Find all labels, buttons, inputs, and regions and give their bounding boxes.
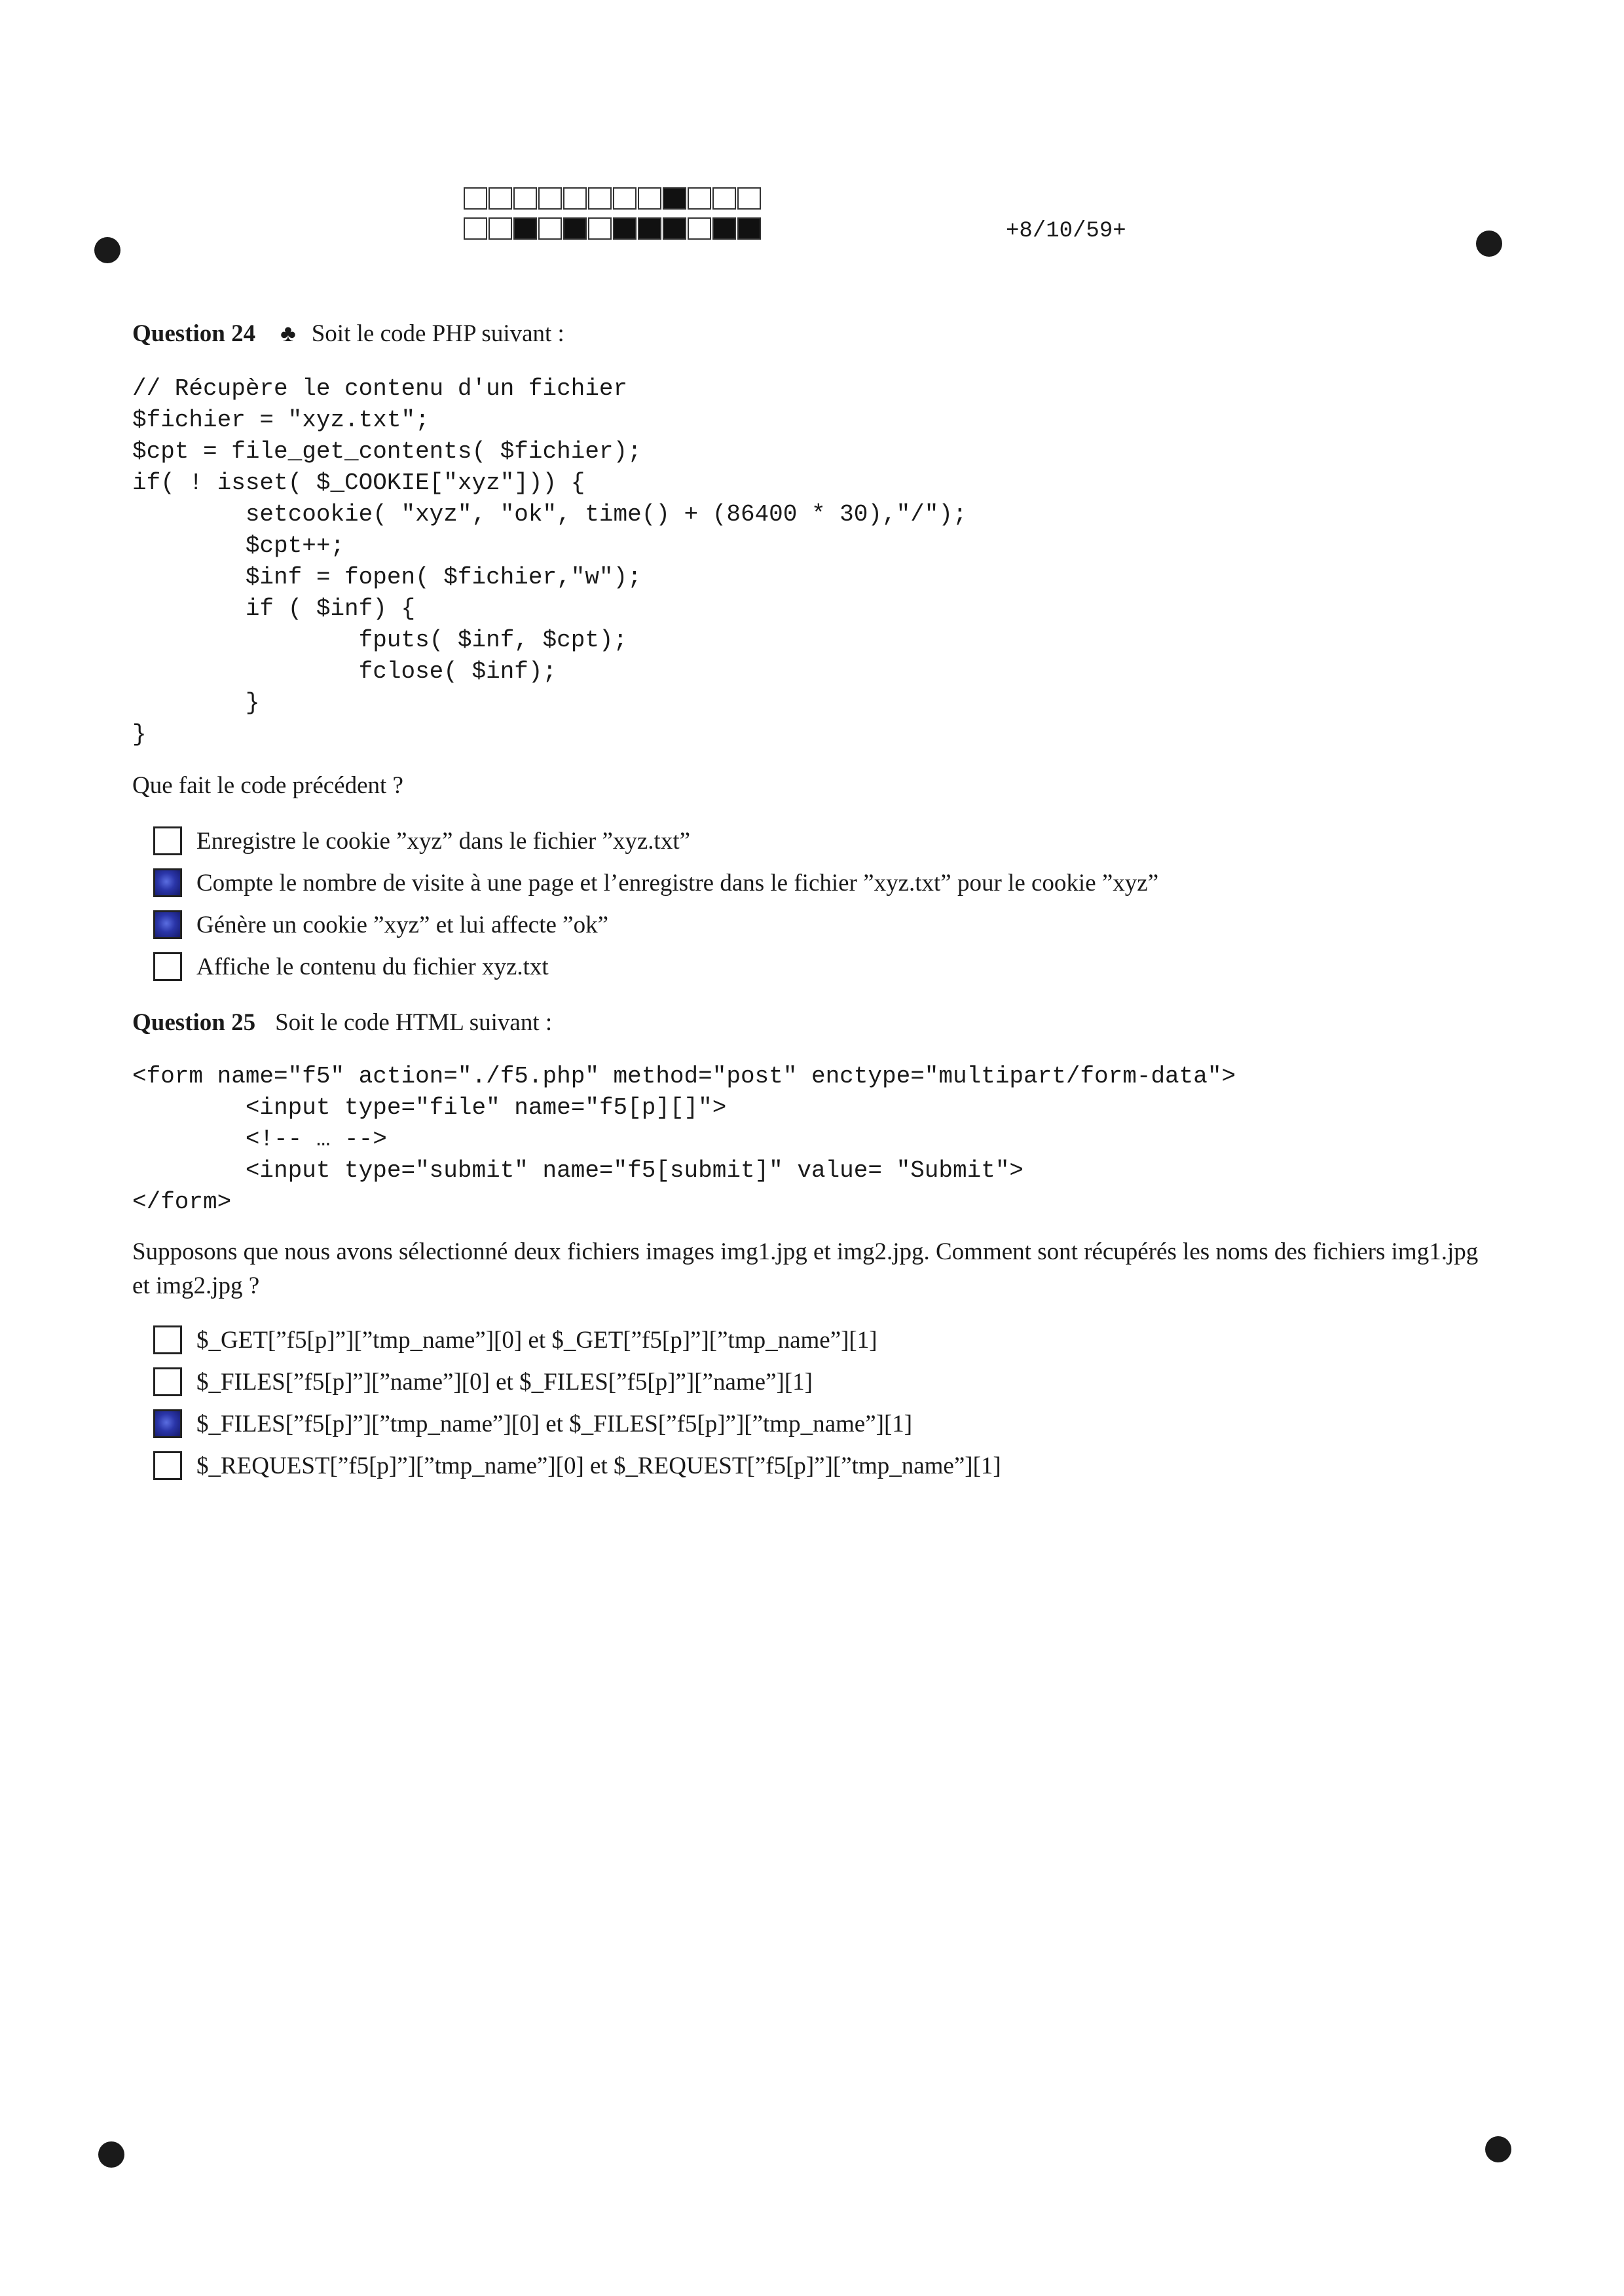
corner-marker-bottom-left (98, 2141, 124, 2168)
answer-option[interactable] (153, 904, 1158, 946)
checkbox[interactable] (153, 1367, 182, 1396)
page-code: +8/10/59+ (1006, 219, 1126, 244)
corner-marker-top-left (94, 237, 120, 263)
id-grid-cell (513, 217, 537, 240)
question-24-answers (153, 820, 1158, 988)
id-grid-cell (489, 187, 512, 210)
id-grid-cell (712, 217, 736, 240)
answer-option[interactable] (153, 1445, 1001, 1487)
id-grid-cell (613, 187, 637, 210)
answer-text: Affiche le contenu du fichier xyz.txt (196, 953, 549, 980)
html-code-block: <form name="f5" action="./f5.php" method="post" enctype="multipart/form-data"> <input type="file" name="f5[p][]"> <!-- … --> <input type="submit" name="f5[submit]" value= "Submit"> </form> (132, 1063, 1236, 1215)
answer-text: $_FILES[”f5[p]”][”tmp_name”][0] et $_FILES[”f5[p]”][”tmp_name”][1] (196, 1410, 913, 1437)
question-24-header (132, 320, 564, 348)
id-grid-cell (538, 187, 562, 210)
id-grid-cell (737, 187, 761, 210)
php-code-block: // Récupère le contenu d'un fichier $fichier = "xyz.txt"; $cpt = file_get_contents( $fichier); if( ! isset( $_COOKIE["xyz"])) { setcookie( "xyz", "ok", time() + (86400 * 30),"/"); $cpt++; $inf = fopen( $fichier,"w"); if ( $inf) { fputs( $inf, $cpt); fclose( $inf); } } (132, 375, 967, 748)
id-grid-cell (638, 187, 661, 210)
answer-option[interactable] (153, 862, 1158, 904)
checkbox[interactable] (153, 826, 182, 855)
question-25-prompt: Supposons que nous avons sélectionné deux fichiers images img1.jpg et img2.jpg. Comment sont récupérés les noms des fichiers img1.jpg et img2.jpg ? (132, 1238, 1479, 1299)
question-intro: Soit le code HTML suivant : (275, 1009, 553, 1036)
club-icon: ♣ (280, 320, 296, 346)
answer-option[interactable] (153, 820, 1158, 862)
id-grid-top (464, 187, 762, 210)
id-grid-cell (712, 187, 736, 210)
checkbox[interactable] (153, 1451, 182, 1480)
id-grid-cell (563, 217, 587, 240)
id-grid-cell (513, 187, 537, 210)
answer-text: Génère un cookie ”xyz” et lui affecte ”ok” (196, 911, 608, 938)
checkbox[interactable] (153, 1325, 182, 1354)
id-grid-cell (663, 187, 686, 210)
id-grid-cell (638, 217, 661, 240)
id-grid-cell (464, 217, 487, 240)
question-25-answers (153, 1319, 1001, 1487)
answer-text: $_GET[”f5[p]”][”tmp_name”][0] et $_GET[”f5[p]”][”tmp_name”][1] (196, 1326, 877, 1354)
id-grid-cell (613, 217, 637, 240)
question-24-prompt: Que fait le code précédent ? (132, 772, 403, 799)
id-grid-cell (588, 187, 612, 210)
answer-text: Compte le nombre de visite à une page et l’enregistre dans le fichier ”xyz.txt” pour le cookie ”xyz” (196, 869, 1159, 897)
id-grid-cell (489, 217, 512, 240)
corner-marker-bottom-right (1485, 2136, 1511, 2162)
id-grid-cell (538, 217, 562, 240)
question-intro: Soit le code PHP suivant : (311, 320, 564, 347)
checkbox[interactable] (153, 952, 182, 981)
answer-option[interactable] (153, 946, 1158, 988)
id-grid-cell (688, 187, 711, 210)
id-grid-cell (688, 217, 711, 240)
question-number: Question 24 (132, 320, 256, 347)
id-grid-cell (737, 217, 761, 240)
id-grid-cell (464, 187, 487, 210)
id-grid-cell (588, 217, 612, 240)
question-25-header (132, 1009, 552, 1037)
question-number: Question 25 (132, 1009, 256, 1036)
id-grid-cell (663, 217, 686, 240)
answer-option[interactable] (153, 1319, 1001, 1361)
id-grid-cell (563, 187, 587, 210)
answer-text: $_REQUEST[”f5[p]”][”tmp_name”][0] et $_REQUEST[”f5[p]”][”tmp_name”][1] (196, 1452, 1001, 1479)
checkbox-checked[interactable] (153, 910, 182, 939)
id-grid-bottom (464, 217, 762, 240)
corner-marker-top-right (1476, 231, 1502, 257)
checkbox-checked[interactable] (153, 1409, 182, 1438)
answer-text: Enregistre le cookie ”xyz” dans le fichier ”xyz.txt” (196, 827, 691, 855)
checkbox-checked[interactable] (153, 868, 182, 897)
answer-option[interactable] (153, 1361, 1001, 1403)
answer-text: $_FILES[”f5[p]”][”name”][0] et $_FILES[”f5[p]”][”name”][1] (196, 1368, 813, 1396)
answer-option[interactable] (153, 1403, 1001, 1445)
